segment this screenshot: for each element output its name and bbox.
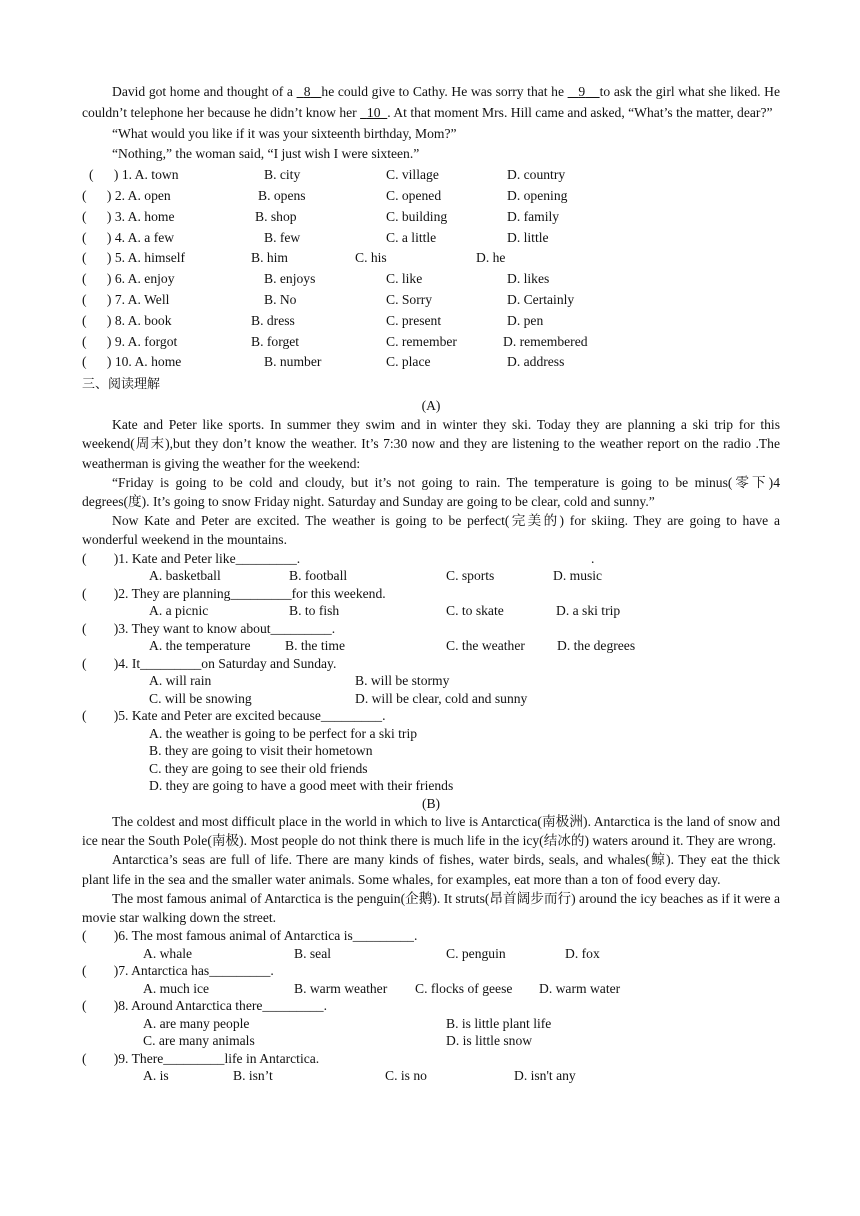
question-2: ( )2. They are planning_________for this weekend. (82, 585, 386, 601)
cloze-text-3: to ask the girl what she liked. He couldn’t telephone her because he didn’t know her (82, 84, 781, 120)
blank-10: 10 (366, 104, 381, 120)
passage-b-paragraph-1: The coldest and most difficult place in the world in which to live is Antarctica(南极洲). Antarctica is the land of snow and ice near the South Pole(南极). Most people do not think there is much life in the icy(结冰的) waters around it. They are wrong. (82, 814, 780, 849)
question-8-options-row-2[interactable]: C. are many animals D. is little snow (143, 1033, 533, 1049)
question-6-options[interactable]: A. whale B. seal C. penguin D. fox (143, 945, 600, 961)
question-9-options[interactable]: A. is B. isn’t C. is no D. isn't any (143, 1068, 576, 1084)
option-row-8[interactable]: ( ) 8. A. book B. dress C. present D. pen (82, 312, 544, 328)
cloze-text-2: he could give to Cathy. He was sorry that he (321, 84, 568, 99)
blank-9: 9 (578, 84, 586, 99)
question-5-option-d[interactable]: D. they are going to have a good meet with their friends (149, 778, 454, 794)
question-5: ( )5. Kate and Peter are excited because_________. (82, 708, 386, 724)
question-2-options[interactable]: A. a picnic B. to fish C. to skate D. a ski trip (149, 603, 621, 619)
blank-8: 8 (303, 84, 311, 99)
option-row-3[interactable]: ( ) 3. A. home B. shop C. building D. family (82, 208, 560, 224)
passage-b-questions (82, 927, 780, 1085)
passage-a-paragraph-1: Kate and Peter like sports. In summer they swim and in winter they ski. Today they are planning a ski trip for this weekend(周末),but they don’t know the weather. It’s 7:30 now and they are listening to the weather report on the radio .The weatherman is giving the weather for the weekend: (82, 417, 780, 471)
option-row-10[interactable]: ( ) 10. A. home B. number C. place D. address (82, 354, 565, 370)
passage-a-label: (A) (421, 397, 441, 413)
question-4: ( )4. It_________on Saturday and Sunday. (82, 655, 337, 671)
question-7-options[interactable]: A. much ice B. warm weather C. flocks of geese D. warm water (143, 980, 621, 996)
cloze-text-1: David got home and thought of a (112, 84, 297, 99)
option-row-4[interactable]: ( ) 4. A. a few B. few C. a little D. little (82, 229, 549, 245)
cloze-options (82, 165, 780, 373)
worksheet-page (82, 82, 780, 1085)
question-8: ( )8. Around Antarctica there_________. (82, 998, 328, 1014)
question-9: ( )9. There_________life in Antarctica. (82, 1050, 320, 1066)
dialogue-line-2: “Nothing,” the woman said, “I just wish I were sixteen.” (112, 146, 420, 162)
option-row-5[interactable]: ( ) 5. A. himself B. him C. his D. he (82, 250, 506, 266)
question-4-options-row-2[interactable]: C. will be snowing D. will be clear, cold and sunny (149, 690, 528, 706)
passage-a-questions (82, 550, 780, 795)
question-7: ( )7. Antarctica has_________. (82, 963, 274, 979)
question-5-option-c[interactable]: C. they are going to see their old friends (149, 760, 368, 776)
cloze-paragraph (82, 82, 780, 124)
cloze-text-4: . At that moment Mrs. Hill came and asked, “What’s the matter, dear?” (387, 104, 773, 120)
passage-a-paragraph-3: Now Kate and Peter are excited. The weather is going to be perfect(完美的) for skiing. They are going to have a wonderful weekend in the mountains. (82, 513, 780, 548)
dialogue-line-1: “What would you like if it was your sixteenth birthday, Mom?” (112, 125, 457, 141)
section-title-reading: 三、阅读理解 (82, 377, 161, 393)
question-1-options[interactable]: A. basketball B. football C. sports D. music (149, 568, 603, 584)
question-6: ( )6. The most famous animal of Antarctica is_________. (82, 928, 418, 944)
question-1: ( )1. Kate and Peter like_________. . (82, 550, 595, 566)
option-row-2[interactable]: ( ) 2. A. open B. opens C. opened D. opening (82, 187, 568, 203)
question-5-option-a[interactable]: A. the weather is going to be perfect for a ski trip (149, 725, 418, 741)
question-4-options-row-1[interactable]: A. will rain B. will be stormy (149, 673, 450, 689)
option-row-9[interactable]: ( ) 9. A. forgot B. forget C. remember D. remembered (82, 333, 588, 349)
passage-a-paragraph-2: “Friday is going to be cold and cloudy, but it’s not going to rain. The temperature is going to be minus(零下)4 degrees(度). It’s going to snow Friday night. Saturday and Sunday are going to be clear, cold and sunny.” (82, 474, 780, 509)
option-row-1[interactable]: ( ) 1. A. town B. city C. village D. country (89, 167, 566, 183)
passage-b-paragraph-2: Antarctica’s seas are full of life. There are many kinds of fishes, water birds, seals, and whales(鲸). They eat the thick plant life in the sea and the smaller water animals. Some whales, for examples, eat more than a ton of food every day. (82, 852, 780, 887)
passage-b-label: (B) (421, 795, 441, 811)
question-8-options-row-1[interactable]: A. are many people B. is little plant life (143, 1015, 552, 1031)
question-3-options[interactable]: A. the temperature B. the time C. the weather D. the degrees (149, 638, 636, 654)
option-row-6[interactable]: ( ) 6. A. enjoy B. enjoys C. like D. likes (82, 271, 550, 287)
question-3: ( )3. They want to know about_________. (82, 620, 336, 636)
question-5-option-b[interactable]: B. they are going to visit their hometown (149, 743, 373, 759)
option-row-7[interactable]: ( ) 7. A. Well B. No C. Sorry D. Certainly (82, 291, 575, 307)
passage-b-paragraph-3: The most famous animal of Antarctica is the penguin(企鹅). It struts(昂首阔步而行) around the icy beaches as if it were a movie star walking down the street. (82, 890, 780, 926)
